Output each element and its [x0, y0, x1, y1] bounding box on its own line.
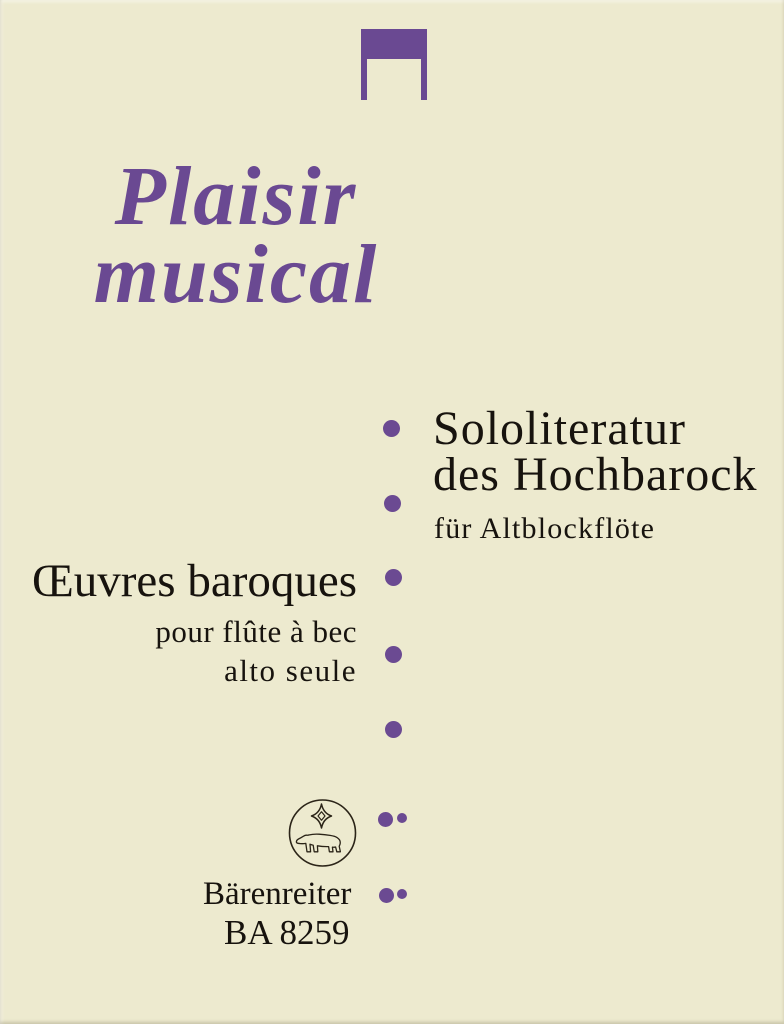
music-stand-icon-right-leg [421, 59, 427, 100]
publisher-name: Bärenreiter [203, 876, 352, 912]
accent-dot [385, 721, 402, 738]
series-title-line2: musical [93, 228, 379, 321]
subtitle-german-line1: Sololiteratur [433, 402, 686, 455]
subtitle-french-title: Œuvres baroques [31, 555, 357, 607]
accent-dot-pair-large [379, 888, 394, 903]
subtitle-german-instrument: für Altblockflöte [434, 512, 656, 545]
logo-circle [290, 800, 356, 866]
accent-dot-pair-small [397, 813, 407, 823]
subtitle-french-line2: alto seule [224, 653, 357, 688]
barenreiter-bear-logo [286, 797, 359, 870]
music-stand-icon-top [361, 29, 427, 59]
star-center-diamond [318, 812, 325, 820]
subtitle-german-line2: des Hochbarock [433, 448, 758, 501]
accent-dot [383, 420, 400, 437]
subtitle-french-line1: pour flûte à bec [155, 614, 357, 649]
accent-dot-pair-large [378, 812, 393, 827]
catalog-number: BA 8259 [224, 913, 350, 952]
series-title-line1: Plaisir [114, 150, 358, 243]
accent-dot [385, 569, 402, 586]
star-icon [312, 804, 332, 828]
accent-dot [385, 646, 402, 663]
bear-icon [296, 834, 340, 852]
accent-dot-pair-small [397, 889, 407, 899]
accent-dot [384, 495, 401, 512]
music-stand-icon-left-leg [361, 59, 367, 100]
